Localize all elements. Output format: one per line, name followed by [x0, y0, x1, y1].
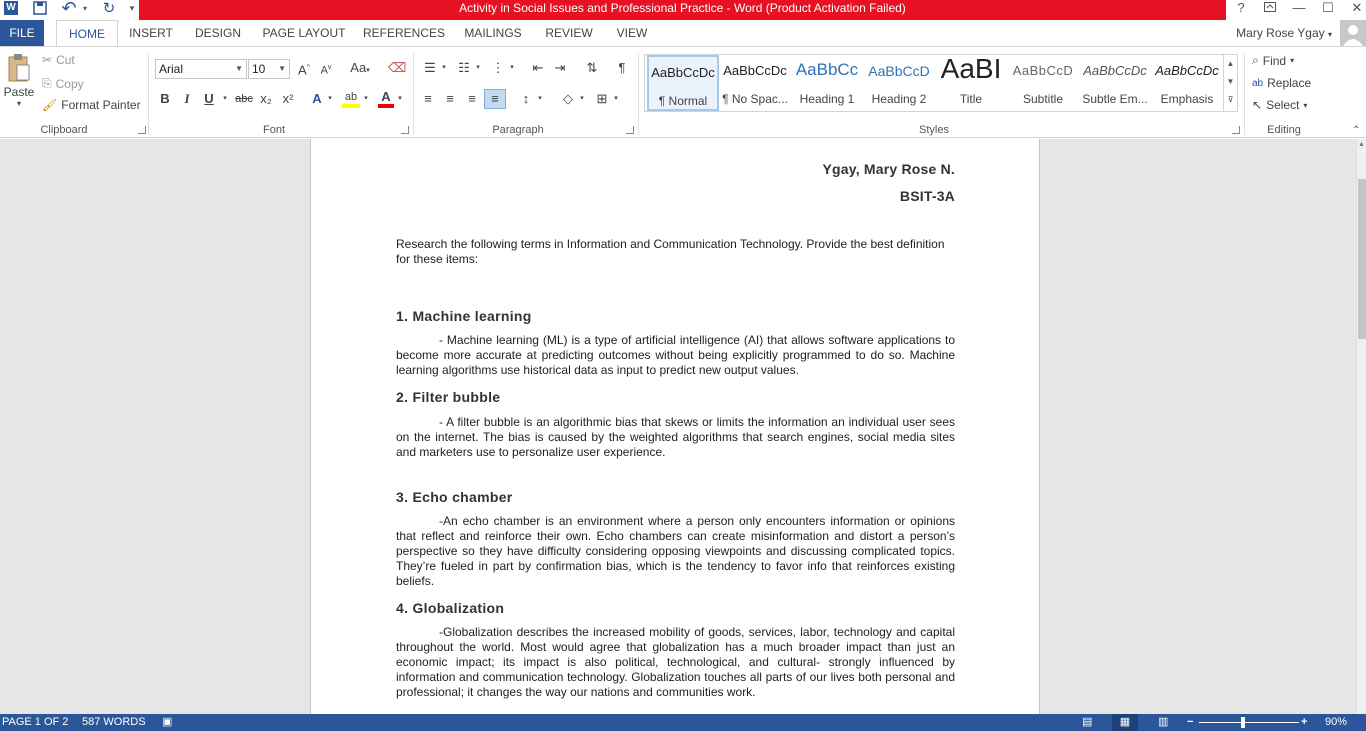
chevron-down-icon[interactable]: ▾ — [328, 95, 332, 102]
zoom-in-button[interactable]: + — [1301, 716, 1308, 728]
tab-page-layout[interactable]: PAGE LAYOUT — [262, 26, 346, 40]
replace-button[interactable] — [1252, 76, 1311, 90]
style-emphasis[interactable]: AaBbCcDc Emphasis — [1155, 63, 1219, 106]
ribbon-tabs — [0, 20, 1366, 46]
avatar[interactable] — [1340, 20, 1366, 46]
chevron-down-icon[interactable]: ▾ — [510, 64, 514, 71]
chevron-down-icon[interactable]: ▾ — [364, 95, 368, 102]
item-heading: 4. Globalization — [396, 600, 505, 616]
zoom-slider[interactable] — [1199, 722, 1299, 723]
minimize-button[interactable]: — — [1292, 0, 1306, 15]
select-label: Select — [1266, 98, 1300, 112]
window-title: Activity in Social Issues and Professional Practice - Word (Product Activation Failed) — [139, 0, 1226, 20]
bullets-icon[interactable]: ☰ — [424, 60, 436, 75]
find-label: Find — [1262, 53, 1287, 68]
justify-icon[interactable]: ≡ — [484, 89, 506, 109]
save-icon[interactable] — [30, 0, 50, 16]
maximize-button[interactable]: ☐ — [1322, 0, 1334, 15]
strikethrough-button[interactable]: abc — [235, 93, 253, 105]
user-name: Mary Rose Ygay — [1236, 26, 1325, 40]
style-subtitle[interactable]: AaBbCcD Subtitle — [1012, 63, 1074, 106]
shading-icon[interactable]: ◇ — [563, 91, 573, 106]
cut-label: Cut — [56, 53, 75, 67]
clipboard-launcher-icon[interactable] — [138, 126, 146, 134]
paragraph-launcher-icon[interactable] — [626, 126, 634, 134]
page-count[interactable]: PAGE 1 OF 2 — [2, 716, 69, 728]
author-name: Ygay, Mary Rose N. — [822, 161, 955, 177]
copy-button[interactable] — [42, 76, 84, 91]
document-page[interactable] — [310, 139, 1040, 714]
numbering-icon[interactable]: ☷ — [458, 60, 470, 75]
subscript-button[interactable]: x₂ — [260, 91, 272, 106]
ribbon — [0, 46, 1366, 138]
document-area — [0, 139, 1366, 714]
chevron-up-icon[interactable]: ▲ — [1226, 59, 1235, 68]
show-hide-icon[interactable]: ¶ — [618, 60, 626, 75]
cursor-icon: ↖ — [1252, 98, 1263, 112]
chevron-up-icon[interactable]: ▲ — [1358, 141, 1365, 148]
customize-toolbar-icon[interactable]: ▾ — [129, 2, 135, 13]
user-account[interactable] — [1236, 20, 1332, 48]
group-divider — [1244, 53, 1245, 135]
highlight-icon[interactable]: ab — [342, 90, 360, 108]
collapse-ribbon-icon[interactable]: ⌃ — [1352, 125, 1361, 136]
chevron-down-icon[interactable]: ▾ — [476, 64, 480, 71]
word-count[interactable]: 587 WORDS — [82, 716, 146, 728]
font-size-value: 10 — [252, 62, 266, 76]
chevron-down-icon: ▼ — [235, 64, 243, 73]
chevron-down-icon[interactable]: ▾ — [614, 95, 618, 102]
help-icon[interactable]: ? — [1237, 0, 1245, 15]
zoom-out-button[interactable]: − — [1187, 716, 1194, 728]
chevron-down-icon: ▾ — [16, 99, 21, 108]
item-heading: 2. Filter bubble — [396, 389, 501, 405]
borders-icon[interactable]: ⊞ — [596, 91, 608, 106]
tab-design[interactable]: DESIGN — [194, 26, 241, 40]
chevron-down-icon: ▼ — [278, 64, 286, 73]
vertical-scrollbar[interactable] — [1356, 139, 1366, 714]
grow-font-icon[interactable]: A^ — [298, 62, 310, 78]
replace-icon: ab — [1252, 77, 1264, 89]
replace-label: Replace — [1267, 76, 1312, 90]
chevron-down-icon: ▾ — [1303, 100, 1308, 110]
format-painter-button[interactable] — [42, 98, 141, 112]
clear-formatting-icon[interactable]: ⌫ — [388, 60, 407, 75]
chevron-down-icon: ▾ — [1327, 30, 1332, 39]
font-color-icon[interactable]: A — [378, 90, 394, 108]
cut-button[interactable] — [42, 53, 75, 67]
section-name: BSIT-3A — [899, 188, 955, 204]
chevron-down-icon: ▾ — [1290, 56, 1295, 65]
scrollbar-thumb[interactable] — [1358, 179, 1366, 339]
item-definition: - Machine learning (ML) is a type of artificial intelligence (AI) that allows software applications to become more accurate at predicting outcomes without being explicitly programmed to do so. Machine learning algorithms use historical data as input to predict new output values. — [396, 333, 955, 377]
clipboard-group-label: Clipboard — [40, 124, 88, 136]
decrease-indent-icon[interactable]: ⇤ — [532, 60, 544, 75]
paintbrush-icon: 🖌 — [42, 98, 58, 112]
tab-references[interactable]: REFERENCES — [362, 26, 445, 40]
word-app-icon[interactable]: W — [2, 0, 20, 16]
item-heading: 1. Machine learning — [396, 308, 532, 324]
paste-label: Paste — [3, 85, 35, 99]
item-definition: -Globalization describes the increased mobility of goods, services, labor, technology and capital throughout the world. Most would agree that globalization has a much broader impact than just an economic impact; its impact is also political, technological, and cultural- strongly influenced by information and communication technology. Globalization touches all parts of our lives both personal and professional; it changes the way our nations and communities work. — [396, 625, 955, 699]
align-right-icon[interactable]: ≡ — [468, 91, 476, 106]
tab-review[interactable]: REVIEW — [545, 26, 593, 40]
styles-launcher-icon[interactable] — [1232, 126, 1240, 134]
paste-button[interactable] — [4, 53, 34, 107]
chevron-down-icon[interactable]: ▾ — [442, 64, 446, 71]
chevron-down-icon[interactable]: ▾ — [538, 95, 542, 102]
style-normal[interactable]: AaBbCcDc ¶ Normal — [647, 55, 719, 111]
font-name-value: Arial — [159, 62, 184, 76]
redo-icon[interactable]: ↻ — [102, 0, 116, 17]
zoom-slider-thumb[interactable] — [1241, 717, 1245, 728]
style-subtle-emphasis[interactable]: AaBbCcDc Subtle Em... — [1082, 63, 1148, 106]
style-no-spacing[interactable]: AaBbCcDc ¶ No Spac... — [722, 63, 788, 106]
select-button[interactable] — [1252, 98, 1307, 112]
status-bar — [0, 714, 1366, 731]
style-heading-2[interactable]: AaBbCcD Heading 2 — [868, 63, 930, 106]
styles-scroll[interactable] — [1223, 55, 1237, 111]
print-layout-icon[interactable]: ▦ — [1112, 714, 1138, 731]
font-name-combo[interactable] — [155, 59, 247, 79]
style-title[interactable]: AaBI Title — [940, 53, 1002, 106]
editing-group-label: Editing — [1267, 124, 1301, 136]
align-center-icon[interactable]: ≡ — [446, 91, 454, 106]
tab-mailings[interactable]: MAILINGS — [464, 26, 522, 40]
binoculars-icon: ⌕ — [1252, 53, 1259, 67]
multilevel-list-icon[interactable]: ⋮ — [491, 60, 505, 75]
tab-insert[interactable]: INSERT — [129, 26, 173, 40]
web-layout-icon[interactable]: ▥ — [1158, 716, 1169, 728]
cut-icon: ✂ — [42, 53, 53, 67]
font-launcher-icon[interactable] — [401, 126, 409, 134]
item-heading: 3. Echo chamber — [396, 489, 513, 505]
item-definition: -An echo chamber is an environment where a person only encounters information or opinions that reflect and reinforce their own. Echo chambers can create misinformation and distort a person’s perspective so they have difficulty considering opposing viewpoints and discussing complicated topics. They’re fueled in part by confirmation bias, which is the tendency to favor info that reinforces existing beliefs. — [396, 514, 955, 588]
undo-icon[interactable]: ↶ — [61, 0, 77, 18]
more-styles-icon[interactable]: ⊽ — [1227, 95, 1234, 104]
chevron-down-icon[interactable]: ▼ — [1226, 77, 1235, 86]
tab-view[interactable]: VIEW — [616, 26, 648, 40]
bold-button[interactable]: B — [160, 91, 170, 106]
line-spacing-icon[interactable]: ↕ — [522, 91, 530, 106]
chevron-down-icon[interactable]: ▾ — [398, 95, 402, 102]
font-size-combo[interactable] — [248, 59, 290, 79]
zoom-level[interactable]: 90% — [1325, 716, 1348, 728]
change-case-icon[interactable]: Aa▾ — [350, 60, 370, 75]
style-heading-1[interactable]: AaBbCc Heading 1 — [795, 60, 859, 106]
group-divider — [638, 53, 639, 135]
tab-home[interactable]: HOME — [56, 20, 118, 47]
read-mode-icon[interactable]: ▤ — [1082, 716, 1093, 728]
tab-file[interactable]: FILE — [0, 20, 44, 46]
chevron-down-icon[interactable]: ▾ — [223, 95, 227, 102]
format-painter-label: Format Painter — [61, 98, 141, 112]
group-divider — [148, 53, 149, 135]
styles-group-label: Styles — [919, 124, 949, 136]
superscript-button[interactable]: x² — [282, 91, 294, 106]
text-effects-icon[interactable]: A — [312, 91, 322, 106]
align-left-icon[interactable]: ≡ — [424, 91, 432, 106]
chevron-down-icon[interactable]: ▾ — [580, 95, 584, 102]
close-button[interactable]: ✕ — [1351, 0, 1363, 15]
copy-icon: ⎘ — [42, 76, 52, 90]
title-bar — [0, 0, 1366, 20]
underline-button[interactable]: U — [204, 91, 214, 106]
proofing-icon[interactable]: ▣ — [162, 716, 173, 728]
undo-dropdown-icon[interactable]: ▾ — [82, 3, 87, 13]
group-divider — [413, 53, 414, 135]
find-button[interactable] — [1252, 53, 1294, 68]
shrink-font-icon[interactable]: $A^v$ — [320, 64, 332, 77]
copy-label: Copy — [55, 76, 84, 91]
increase-indent-icon[interactable]: ⇥ — [554, 60, 566, 75]
intro-text: Research the following terms in Information and Communication Technology. Provide the best definition for these items: — [396, 237, 945, 266]
sort-icon[interactable]: ⇅ — [586, 60, 598, 75]
item-definition: - A filter bubble is an algorithmic bias that skews or limits the information an individual user sees on the internet. The bias is caused by the weighted algorithms that search engines, social media sites and marketers use to personalize user experience. — [396, 415, 955, 459]
paste-icon — [6, 53, 32, 83]
paragraph-group-label: Paragraph — [492, 124, 544, 136]
ribbon-display-options-icon[interactable] — [1257, 0, 1283, 16]
styles-gallery — [644, 54, 1238, 112]
font-group-label: Font — [262, 124, 285, 136]
italic-button[interactable]: I — [184, 91, 190, 106]
